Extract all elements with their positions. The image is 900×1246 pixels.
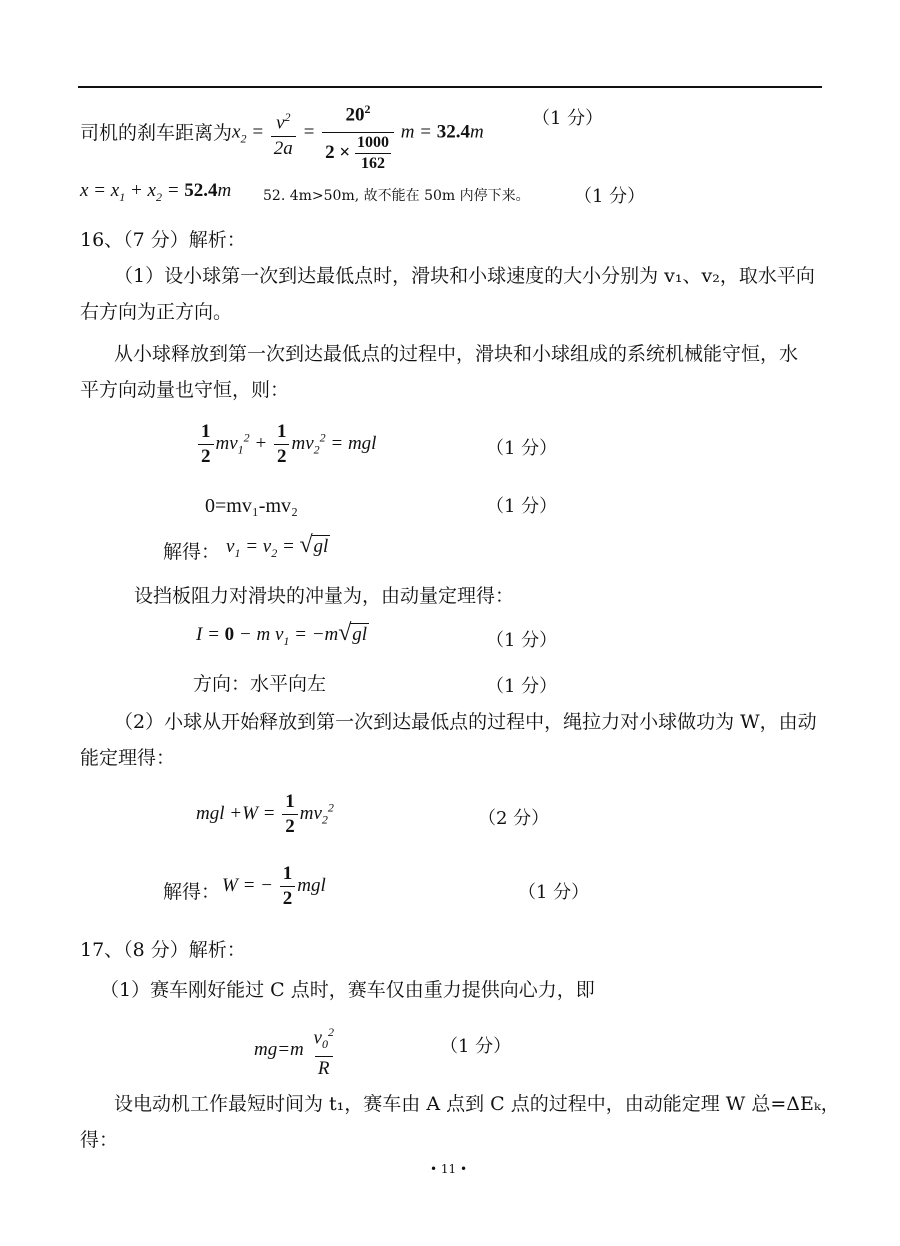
q16-work-solution: W = − $\frac{1}{2}$ mgl <box>222 863 326 909</box>
braking-distance-formula: $x_2$ = $\frac{v^2}{2a}$ = $20^2$ 2 × $\frac{1000}{162}$ m = 32.4m <box>232 101 484 173</box>
q16-momentum-equation: 0=mv₁-mv₂ <box>205 495 298 517</box>
total-distance-formula: $x = x_1 + x_2 = 52.4m$ <box>80 180 232 204</box>
q16-solve-label: 解得： <box>163 541 221 563</box>
q17-energy-text-cont: 得： <box>80 1129 119 1151</box>
q17-part1-text: （1）赛车刚好能过 C 点时，赛车仅由重力提供向心力，即 <box>100 979 595 1001</box>
q17-header: 17、（8 分）解析： <box>80 939 246 961</box>
q16-part1-text-cont: 右方向为正方向。 <box>80 301 233 323</box>
q16-energy-equation: $\frac{1}{2}$ $mv_1^2$ + $\frac{1}{2}$ $mv_2^2$ = mgl <box>196 420 376 469</box>
q16-velocity-solution: $v_1 = v_2$ = √ gl <box>226 536 330 561</box>
braking-distance-line <box>80 98 484 173</box>
q16-direction-text: 方向：水平向左 <box>193 673 327 695</box>
score-line2: （1 分） <box>574 186 646 207</box>
q16-part2-text-cont: 能定理得： <box>80 747 176 769</box>
q16-header: 16、（7 分）解析： <box>80 229 246 251</box>
score-q16-eq2: （1 分） <box>486 496 558 517</box>
q16-conservation-text: 从小球释放到第一次到达最低点的过程中，滑块和小球组成的系统机械能守恒，水 <box>114 343 799 365</box>
score-q16-solve2: （1 分） <box>518 882 590 903</box>
score-q16-direction: （1 分） <box>486 676 558 697</box>
q16-solve2-label: 解得： <box>163 881 221 903</box>
header-rule <box>78 86 822 88</box>
q17-energy-text: 设电动机工作最短时间为 t₁，赛车由 A 点到 C 点的过程中，由动能定理 W 总=ΔEₖ， <box>114 1093 840 1115</box>
q16-impulse-equation: I = 0 − m $v_1 = -m√$ gl <box>196 624 369 649</box>
score-line1: （1 分） <box>532 108 604 129</box>
q16-part1-text: （1）设小球第一次到达最低点时，滑块和小球速度的大小分别为 v₁、v₂，取水平向 <box>114 265 815 287</box>
page-number: • 11 • <box>430 1162 468 1176</box>
q16-work-equation: mgl +W = $\frac{1}{2}$ $mv_2^2$ <box>196 791 334 837</box>
score-q16-eq4: （2 分） <box>478 808 550 829</box>
braking-distance-label: 司机的刹车距离为 <box>80 122 233 144</box>
score-q16-eq1: （1 分） <box>486 438 558 459</box>
q16-impulse-text: 设挡板阻力对滑块的冲量为，由动量定理得： <box>134 585 515 607</box>
q16-part2-text: （2）小球从开始释放到第一次到达最低点的过程中，绳拉力对小球做功为 W，由动 <box>114 711 817 733</box>
q16-conservation-text-cont: 平方向动量也守恒，则： <box>80 379 290 401</box>
conclusion-text: 52. 4m>50m, 故不能在 50m 内停下来。 <box>263 188 530 204</box>
score-q16-eq3: （1 分） <box>486 630 558 651</box>
q17-centripetal-equation: mg=m $\frac{v_0^2}{R}$ <box>254 1025 334 1080</box>
score-q17-eq1: （1 分） <box>440 1036 512 1057</box>
